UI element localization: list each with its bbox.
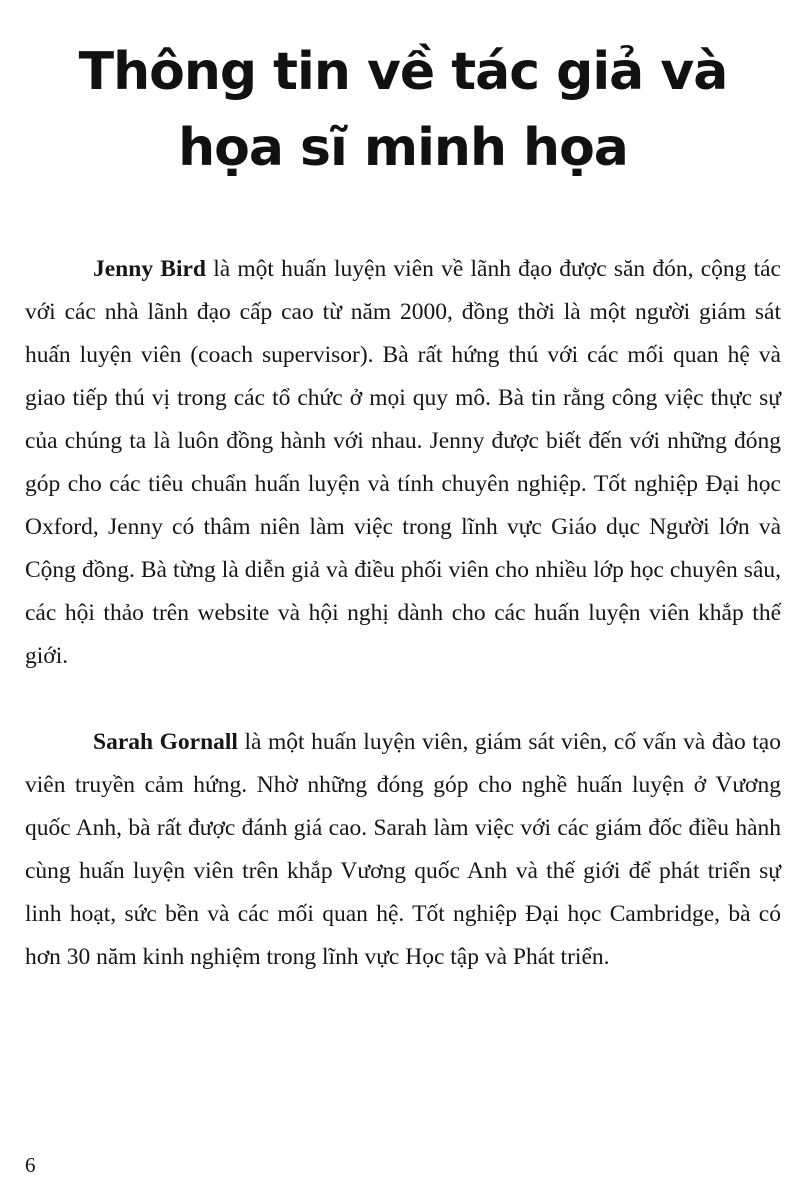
author-name-jenny-bird: Jenny Bird	[93, 256, 206, 282]
author-bio-jenny-bird	[25, 248, 781, 678]
author-bio-sarah-gornall	[25, 721, 781, 979]
page-title-line-1: Thông tin về tác giả và	[78, 42, 728, 102]
page-title	[25, 34, 781, 186]
author-bios	[25, 248, 781, 979]
author-name-sarah-gornall: Sarah Gornall	[93, 729, 238, 755]
page-number: 6	[25, 1153, 36, 1177]
author-bio-sarah-gornall-text: là một huấn luyện viên, giám sát viên, cố vấn và đào tạo viên truyền cảm hứng. Nhờ những đóng góp cho nghề huấn luyện ở Vương quốc Anh, bà rất được đánh giá cao. Sarah làm việc với các giám đốc điều hành cùng huấn luyện viên trên khắp Vương quốc Anh và thế giới để phát triển sự linh hoạt, sức bền và các mối quan hệ. Tốt nghiệp Đại học Cambridge, bà có hơn 30 năm kinh nghiệm trong lĩnh vực Học tập và Phát triển.	[25, 729, 781, 970]
author-bio-jenny-bird-text: là một huấn luyện viên về lãnh đạo được săn đón, cộng tác với các nhà lãnh đạo cấp cao từ năm 2000, đồng thời là một người giám sát huấn luyện viên (coach supervisor). Bà rất hứng thú với các mối quan hệ và giao tiếp thú vị trong các tổ chức ở mọi quy mô. Bà tin rằng công việc thực sự của chúng ta là luôn đồng hành với nhau. Jenny được biết đến với những đóng góp cho các tiêu chuẩn huấn luyện và tính chuyên nghiệp. Tốt nghiệp Đại học Oxford, Jenny có thâm niên làm việc trong lĩnh vực Giáo dục Người lớn và Cộng đồng. Bà từng là diễn giả và điều phối viên cho nhiều lớp học chuyên sâu, các hội thảo trên website và hội nghị dành cho các huấn luyện viên khắp thế giới.	[25, 256, 781, 669]
page-title-line-2: họa sĩ minh họa	[178, 118, 628, 178]
